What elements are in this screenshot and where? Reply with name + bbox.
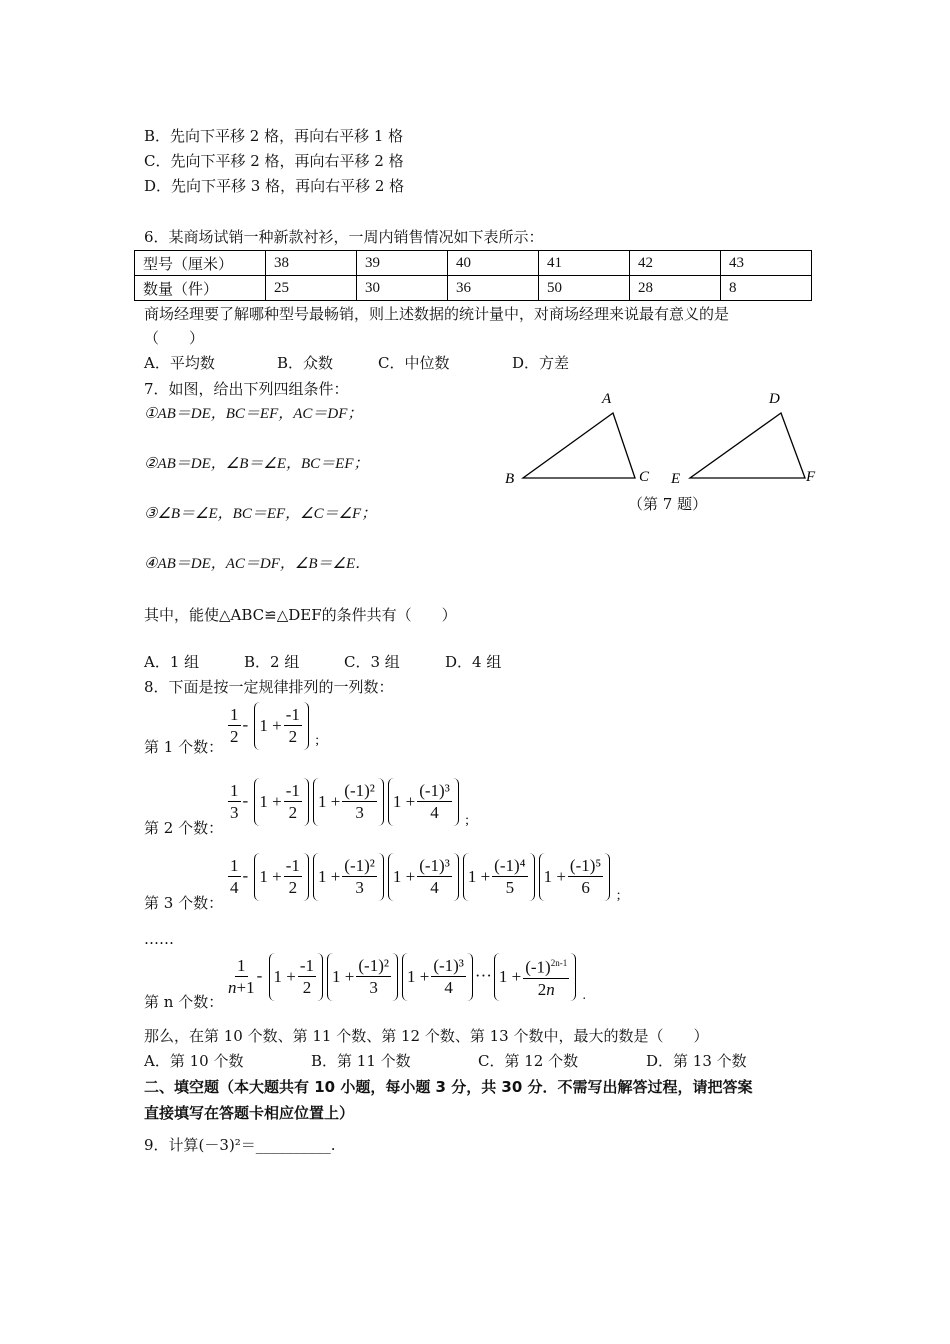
q5-option-d: D．先向下平移 3 格，再向右平移 2 格 [144,177,405,195]
q6-option-a: A．平均数 [144,354,215,372]
label-c: C [639,469,650,485]
label-b: B [505,471,515,487]
figure-caption: （第 7 题） [628,495,708,513]
q8-option-d: D．第 13 个数 [646,1052,747,1070]
seq-label-3: 第 3 个数： [144,894,224,912]
seq-label-n: 第 n 个数： [144,993,224,1011]
q8-stem: 8．下面是按一定规律排列的一列数： [144,678,394,696]
table-row [135,276,812,301]
section2-heading-line1: 二、填空题（本大题共有 10 小题，每小题 3 分，共 30 分．不需写出解答过程，请把答案 [144,1078,753,1096]
q5-option-b: B．先向下平移 2 格，再向右平移 1 格 [144,127,404,145]
q7-option-b: B．2 组 [244,653,300,671]
label-a: A [602,391,612,407]
q6-blank: （ ） [144,329,205,347]
table-cell: 50 [539,276,630,301]
table-cell: 38 [266,251,357,276]
seq-expression-3: $\frac{1}{4}$ - 1 + $\frac{-1}{2}$ 1 + $\frac{\text{(-1)²}}{3}$ 1 + $\frac{\text{(-1)³}}{4}$ 1 + $\frac{\text{(-1)⁴}}{5}$ 1 + $\frac{\text{(-1)⁵}}{6}$ $_;$ [226,853,620,904]
triangle-def [690,413,805,478]
triangles-figure [495,385,835,495]
q5-option-c: C．先向下平移 2 格，再向右平移 2 格 [144,152,404,170]
q7-condition-3: ③∠B＝∠E，BC＝EF，∠C＝∠F； [144,506,377,522]
table-row [135,251,812,276]
sales-table [134,250,812,301]
q8-option-b: B．第 11 个数 [311,1052,411,1070]
seq-label-1: 第 1 个数： [144,738,224,756]
q9-text: 9．计算(－3)²＝__________. [144,1136,336,1154]
q7-question: 其中，能使△ABC≌△DEF的条件共有（ ） [144,606,457,624]
q7-condition-2: ②AB＝DE，∠B＝∠E，BC＝EF； [144,456,369,472]
table-cell: 30 [357,276,448,301]
q7-stem: 7．如图，给出下列四组条件： [144,380,349,398]
q6-question: 商场经理要了解哪种型号最畅销，则上述数据的统计量中，对商场经理来说最有意义的是 [144,305,730,323]
table-cell: 42 [630,251,721,276]
q7-options [144,652,502,672]
q6-option-b: B．众数 [277,354,334,372]
seq-dots: …… [144,930,174,948]
q7-option-c: C．3 组 [344,653,400,671]
triangle-abc [523,413,635,478]
label-e: E [671,471,681,487]
seq-expression-2: $\frac{1}{3}$ - 1 + $\frac{-1}{2}$ 1 + $\frac{\text{(-1)²}}{3}$ 1 + $\frac{\text{(-1)³}}{4}$ $_;$ [226,778,469,829]
table-cell: 43 [721,251,812,276]
q7-condition-4: ④AB＝DE，AC＝DF，∠B＝∠E． [144,556,371,572]
label-f: F [806,469,816,485]
q6-option-c: C．中位数 [378,354,450,372]
table-cell: 41 [539,251,630,276]
table-cell: 39 [357,251,448,276]
q6-stem: 6．某商场试销一种新款衬衫，一周内销售情况如下表所示： [144,228,544,246]
q8-options [144,1051,747,1071]
seq-expression-n: $\frac{1}{n+1}$ - 1 + $\frac{-1}{2}$ 1 + $\frac{\text{(-1)²}}{3}$ 1 + $\frac{\text{(-1)³}}{4}$ ··· 1 + $\frac{(-1)^{2n-1}}{2n}$ $_.$ [226,953,586,1004]
q8-option-c: C．第 12 个数 [478,1052,579,1070]
q6-option-d: D．方差 [512,354,570,372]
seq-expression-1: $\frac{1}{2}$ - 1 + $\frac{-1}{2}$ $_;$ [226,702,319,750]
q7-option-d: D．4 组 [445,653,502,671]
section2-heading-line2: 直接填写在答题卡相应位置上） [144,1104,355,1122]
q8-question: 那么，在第 10 个数、第 11 个数、第 12 个数、第 13 个数中，最大的数是（ ） [144,1027,709,1045]
table-cell: 36 [448,276,539,301]
table-cell: 数量（件） [135,276,266,301]
label-d: D [769,391,780,407]
q7-option-a: A．1 组 [144,653,200,671]
table-cell: 8 [721,276,812,301]
q6-options [144,353,570,373]
seq-label-2: 第 2 个数： [144,819,224,837]
table-cell: 28 [630,276,721,301]
table-cell: 40 [448,251,539,276]
q7-condition-1: ①AB＝DE，BC＝EF，AC＝DF； [144,406,363,422]
table-cell: 型号（厘米） [135,251,266,276]
q8-option-a: A．第 10 个数 [144,1052,244,1070]
table-cell: 25 [266,276,357,301]
